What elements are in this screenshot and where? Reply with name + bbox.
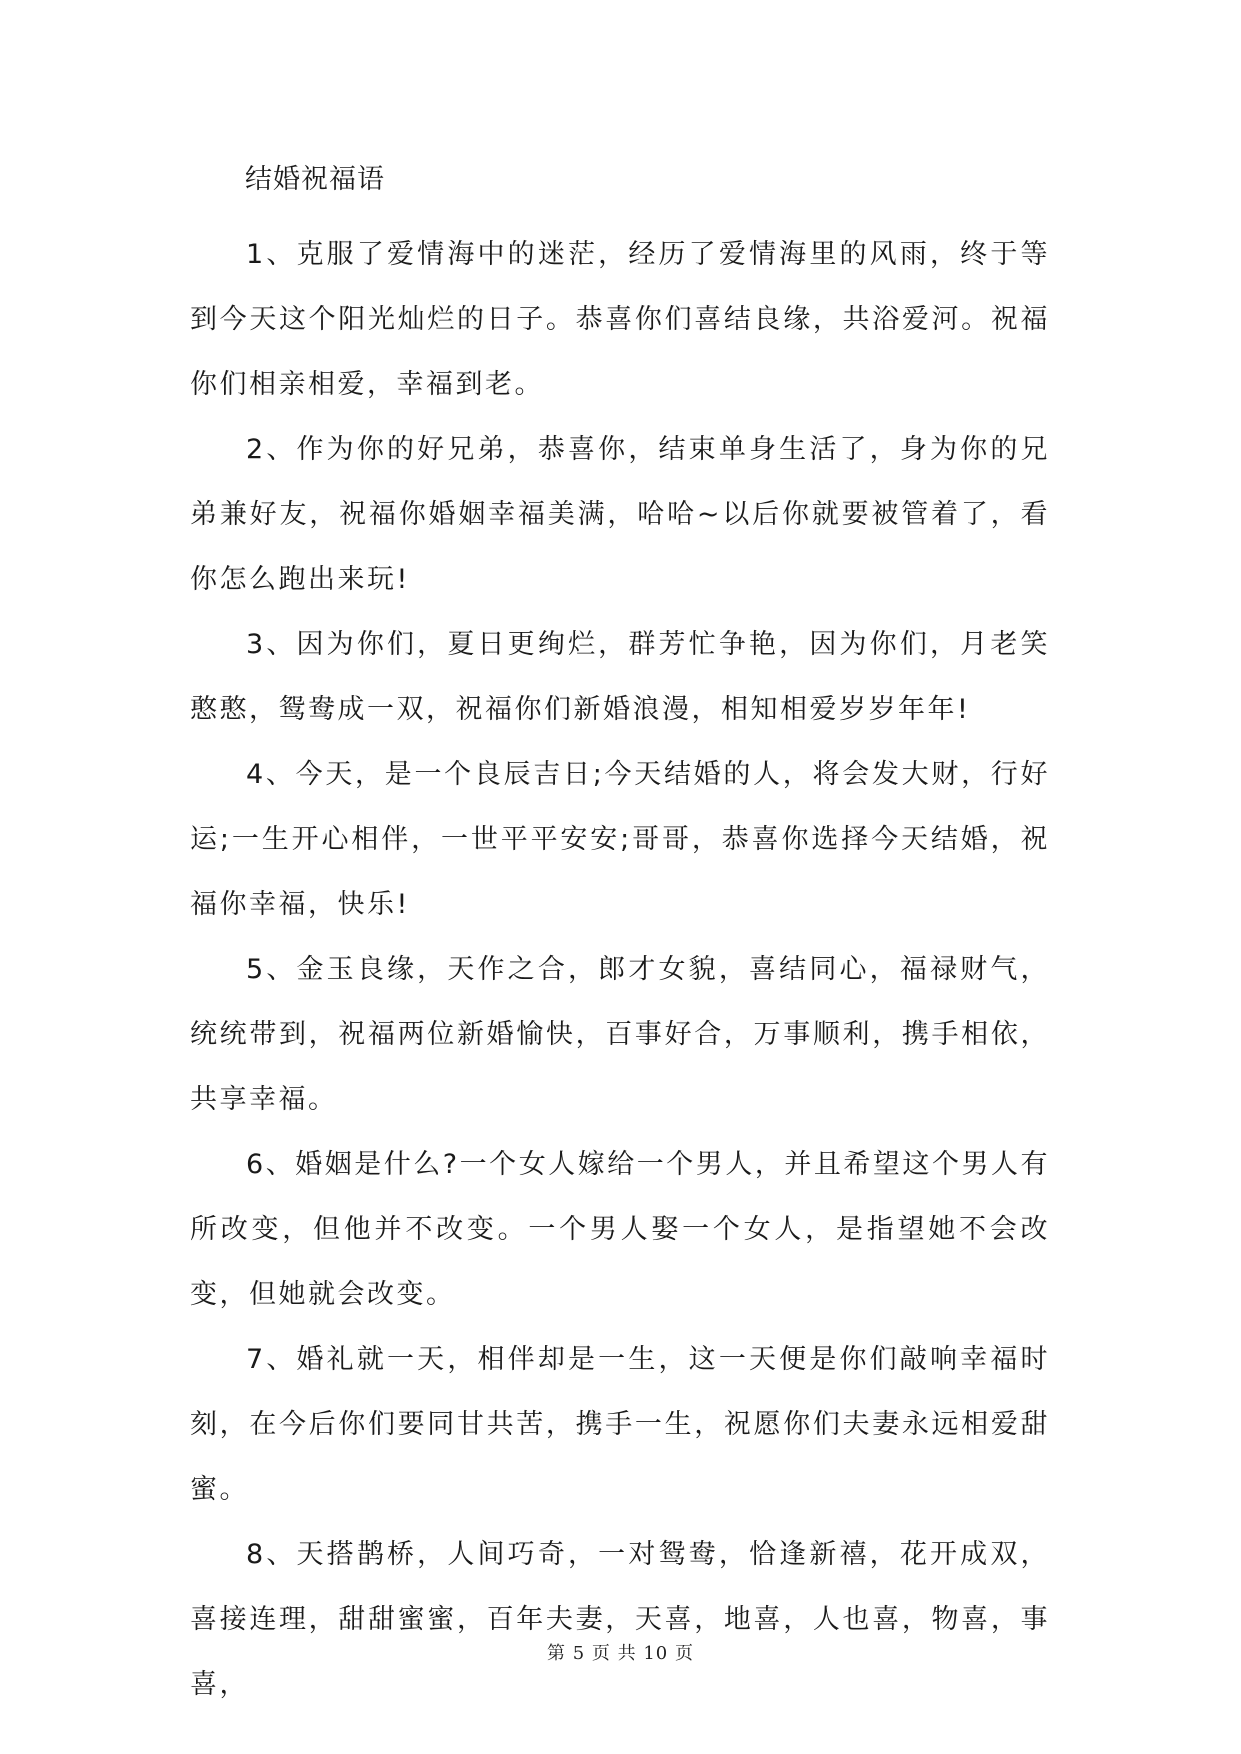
paragraph-2: 2、作为你的好兄弟，恭喜你，结束单身生活了，身为你的兄弟兼好友，祝福你婚姻幸福美满，哈哈~以后你就要被管着了，看你怎么跑出来玩! [190, 434, 1050, 595]
paragraph-6: 6、婚姻是什么?一个女人嫁给一个男人，并且希望这个男人有所改变，但他并不改变。一个男人娶一个女人，是指望她不会改变，但她就会改变。 [190, 1149, 1050, 1310]
page-number-footer: 第 5 页 共 10 页 [547, 1643, 694, 1664]
paragraph-8: 8、天搭鹊桥，人间巧奇，一对鸳鸯，恰逢新禧，花开成双，喜接连理，甜甜蜜蜜，百年夫妻，天喜，地喜，人也喜，物喜，事喜， [190, 1539, 1050, 1700]
paragraph-4: 4、今天，是一个良辰吉日;今天结婚的人，将会发大财，行好运;一生开心相伴，一世平平安安;哥哥，恭喜你选择今天结婚，祝福你幸福，快乐! [190, 759, 1050, 920]
paragraph-7: 7、婚礼就一天，相伴却是一生，这一天便是你们敲响幸福时刻，在今后你们要同甘共苦，携手一生，祝愿你们夫妻永远相爱甜蜜。 [190, 1344, 1050, 1505]
document-body [190, 222, 1050, 1717]
paragraph-3: 3、因为你们，夏日更绚烂，群芳忙争艳，因为你们，月老笑憨憨，鸳鸯成一双，祝福你们新婚浪漫，相知相爱岁岁年年! [190, 629, 1050, 725]
paragraph-5: 5、金玉良缘，天作之合，郎才女貌，喜结同心，福禄财气，统统带到，祝福两位新婚愉快，百事好合，万事顺利，携手相依，共享幸福。 [190, 954, 1050, 1115]
document-title: 结婚祝福语 [245, 164, 385, 195]
paragraph-1: 1、克服了爱情海中的迷茫，经历了爱情海里的风雨，终于等到今天这个阳光灿烂的日子。恭喜你们喜结良缘，共浴爱河。祝福你们相亲相爱，幸福到老。 [190, 239, 1050, 400]
